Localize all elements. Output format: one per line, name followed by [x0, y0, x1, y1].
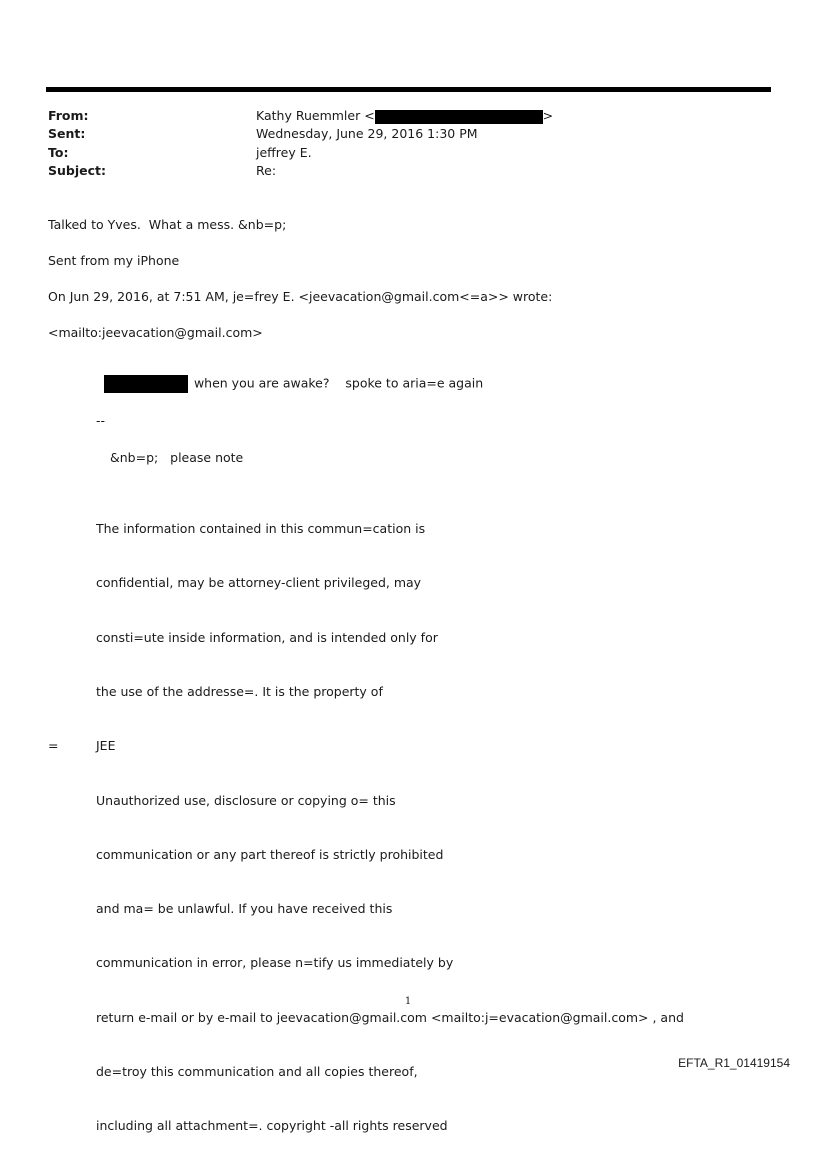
disclaimer-line: consti=ute inside information, and is intended only for	[96, 629, 438, 645]
from-name: Kathy Ruemmler <	[256, 108, 375, 123]
page-number: 1	[404, 996, 412, 1007]
disclaimer-line: JEE	[96, 738, 116, 754]
disclaimer-line: Unauthorized use, disclosure or copying o= this	[96, 792, 396, 808]
body-line-2: Sent from my iPhone	[48, 253, 180, 268]
from-close: >	[542, 108, 554, 123]
body-line-1: Talked to Yves. What a mess. &nb=p;	[48, 217, 287, 232]
sent-label: Sent:	[48, 126, 86, 141]
disclaimer-line: The information contained in this commun=cation is	[96, 521, 426, 537]
subject-value: Re:	[256, 163, 277, 178]
disclaimer-line: and ma= be unlawful. If you have received this	[96, 901, 393, 917]
note-line: &nb=p; please note	[110, 450, 244, 465]
trailing-equals: =	[48, 738, 59, 753]
disclaimer-line: including all attachment=. copyright -all rights reserved	[96, 1118, 448, 1134]
disclaimer-line: communication in error, please n=tify us immediately by	[96, 955, 454, 971]
to-label: To:	[48, 145, 69, 160]
from-label: From:	[48, 108, 89, 123]
redaction-box	[104, 375, 188, 393]
disclaimer-line: confidential, may be attorney-client privileged, may	[96, 575, 422, 591]
signature-dashes: --	[96, 413, 106, 428]
disclaimer-line: return e-mail or by e-mail to jeevacation@gmail.com <mailto:j=evacation@gmail.com> , and	[96, 1009, 684, 1025]
document-id: EFTA_R1_01419154	[678, 1056, 790, 1070]
disclaimer-line: communication or any part thereof is strictly prohibited	[96, 846, 444, 862]
quoted-text: when you are awake? spoke to aria=e again	[193, 375, 484, 391]
body-line-3: On Jun 29, 2016, at 7:51 AM, je=frey E. <jeevacation@gmail.com<=a>> wrote:	[48, 289, 553, 304]
from-value	[256, 108, 553, 124]
to-value: jeffrey E.	[256, 145, 312, 160]
redaction-box	[375, 110, 543, 124]
disclaimer-paragraph	[96, 484, 684, 1153]
subject-label: Subject:	[48, 163, 106, 178]
body-line-4: <mailto:jeevacation@gmail.com>	[48, 325, 263, 340]
sent-value: Wednesday, June 29, 2016 1:30 PM	[256, 126, 478, 141]
quoted-line	[96, 360, 483, 393]
disclaimer-line: the use of the addresse=. It is the property of	[96, 684, 383, 700]
disclaimer-line: de=troy this communication and all copies thereof,	[96, 1064, 418, 1079]
header-rule	[46, 87, 771, 92]
